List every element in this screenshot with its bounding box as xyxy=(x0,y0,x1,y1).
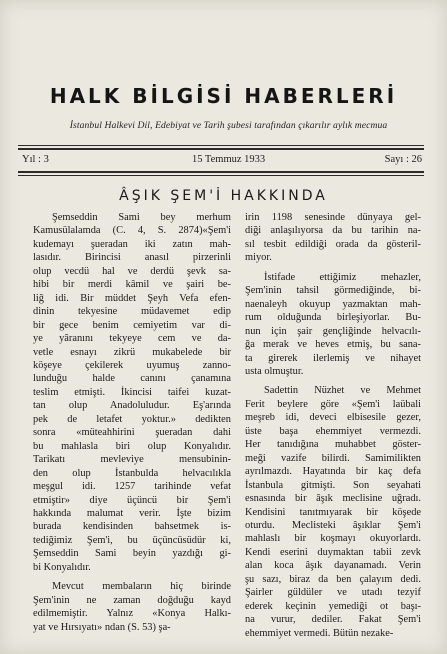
text-line: ederek keçinin yemediği ot başı- xyxy=(245,600,421,612)
text-line: kudemayı şueradan iki zatın mah- xyxy=(33,238,231,250)
issue-date: 15 Temmuz 1933 xyxy=(192,154,266,165)
text-line: Tarikatı mevleviye mensubinin- xyxy=(33,454,231,466)
text-line: İstanbula gitmişti. Son seyahati xyxy=(245,479,421,491)
text-line: diği anlaşılıyorsa da bu tarihin na- xyxy=(245,225,421,237)
text-line: lasıdır. Birincisi anasıl pirzerinli xyxy=(33,252,231,264)
article-paragraph xyxy=(245,211,421,265)
text-line: usta olmuştur. xyxy=(245,365,304,377)
text-line: tan olup Anadoluludur. Eş'arında xyxy=(33,400,231,412)
text-line: İstifade ettiğimiz mehazler, xyxy=(264,271,421,283)
text-line: Ferit beylere göre «Şem'i laübali xyxy=(245,398,421,410)
article-paragraph xyxy=(245,271,421,379)
text-line: bir gece benim cemiyetim var di- xyxy=(33,319,231,331)
text-line: meşreb idi, deveci elbisesile gezer, xyxy=(245,412,421,424)
text-line: teslim etmişti. İkincisi taifei kuzat- xyxy=(33,386,231,398)
header-rule-bottom xyxy=(18,175,424,176)
text-line: ğa merak ve heves etmiş, bu sana- xyxy=(245,339,421,351)
text-line: bi Konyalıdır. xyxy=(33,561,91,573)
article-column-left xyxy=(33,211,231,634)
header-rule-top xyxy=(18,145,424,146)
text-line: naenaleyh okuyup yazmaktan mah- xyxy=(245,298,421,310)
text-line: Kamusülalamda (C. 4, S. 2874)«Şem'i xyxy=(33,225,231,237)
article-paragraph xyxy=(33,211,231,574)
text-line: na vurur, dediler. Fakat Şem'i xyxy=(245,614,421,626)
text-line: lunduğu halde canını çanamına xyxy=(33,373,231,385)
header-rule-bottom-thick xyxy=(18,171,424,173)
text-line: Her tanıdığına muhabbet göster- xyxy=(245,439,421,451)
issue-year: Yıl : 3 xyxy=(22,154,49,165)
text-line: esnasında bir âşık meclisine uğradı. xyxy=(245,493,421,505)
article-paragraph xyxy=(245,384,421,640)
text-line: dinin tekyesine müdavemet edip xyxy=(33,306,231,318)
text-line: olup vecdü hal ve derdü şevk sa- xyxy=(33,265,231,277)
text-line: burada kendisinden bahsetmek is- xyxy=(33,521,231,533)
text-line: üste başa ehemmiyet vermezdi. xyxy=(245,425,421,437)
text-line: den olup İstanbulda helvacılıkla xyxy=(33,467,231,479)
text-line: köşeye çekilerek uyumuş zanno- xyxy=(33,359,231,371)
text-line: hakkında malumat verir. İşte bizim xyxy=(33,507,231,519)
text-line: etmiştir» diye üçüncü bir Şem'i xyxy=(33,494,231,506)
issue-info xyxy=(22,154,422,168)
magazine-title: HALK BİLGİSİ HABERLERİ xyxy=(49,84,398,108)
text-line: Şem'inin tahsil görmediğinde, bi- xyxy=(245,285,421,297)
text-line: Şem'inin ne zaman doğduğu kayd xyxy=(33,594,231,606)
text-line: yat ve Hırsıyatı» ndan (S. 53) şa- xyxy=(33,621,171,633)
text-line: meği vazife bilirdi. Samimilikten xyxy=(245,452,421,464)
text-line: sonra «müteahhirini şueradan dahi xyxy=(33,427,231,439)
text-line: tediğimiz Şem'i, bu üçüncüsüdür ki, xyxy=(33,534,231,546)
text-line: edilmemiştir. Yalnız «Konya Halkı- xyxy=(33,608,231,620)
text-line: hibi bir merdi kâmil ve şairi be- xyxy=(33,279,231,291)
text-line: oturdu. Meclisteki âşıklar Şem'i xyxy=(245,519,421,531)
issue-number: Sayı : 26 xyxy=(384,154,422,165)
text-line: irin 1198 senesinde dünyaya gel- xyxy=(245,212,421,223)
text-line: ta girerek ilerlemiş ve nihayet xyxy=(245,352,421,364)
text-line: mahlaslı bir koşmayı okuyorlardı. xyxy=(245,533,421,545)
header-rule-top-thick xyxy=(18,148,424,150)
magazine-subtitle: İstanbul Halkevi Dil, Edebiyat ve Tarih şubesi tarafından çıkarılır aylık mecmua xyxy=(69,120,388,131)
text-line: Mevcut membaların hiç birinde xyxy=(52,581,231,593)
text-line: Sadettin Nüzhet ve Mehmet xyxy=(264,385,421,397)
article-paragraph xyxy=(33,580,231,634)
text-line: meşgul idi. 1257 tarihinde vefat xyxy=(33,481,231,493)
text-line: ye yâranını tekyeye cem ve da- xyxy=(33,333,231,345)
article-title: ÂŞIK ŞEM'İ HAKKINDA xyxy=(119,188,328,204)
text-line: Kendisini tanıtmıyarak bir köşede xyxy=(245,506,421,518)
text-line: nun için şair gençliğinde helvacılı- xyxy=(245,325,421,337)
text-line: vetle esnayı zikrü mukabelede bir xyxy=(33,346,231,358)
article-column-right xyxy=(245,211,421,640)
text-line: ayrılmazdı. Hayatında bir kaç defa xyxy=(245,466,421,478)
text-line: rum olduğunda birleşiyorlar. Bu- xyxy=(245,312,421,324)
text-line: Şairler güldüler ve utadı tezyif xyxy=(245,587,421,599)
text-line: Şemseddin Sami bey merhum xyxy=(52,212,231,223)
text-line: Kendi eserini duymaktan tabii zevk xyxy=(245,546,421,558)
text-line: bu mahlasla biri olup Konyalıdır. xyxy=(33,440,231,452)
text-line: Şemseddin Sami beyin yazdığı gi- xyxy=(33,548,231,560)
text-line: sıl tesbit edildiği orada da gösteril- xyxy=(245,238,421,250)
text-line: miyor. xyxy=(245,252,272,264)
text-line: liğ idi. Bir müddet Şeyh Vefa efen- xyxy=(33,292,231,304)
text-line: ehemmiyet vermedi. Bütün nezake- xyxy=(245,627,394,639)
text-line: pek de letafet yoktur.» dedikten xyxy=(33,413,231,425)
text-line: şu sazı, biraz da ben çalayım dedi. xyxy=(245,573,421,585)
text-line: alan koca âşık dayanamadı. Verin xyxy=(245,560,421,572)
